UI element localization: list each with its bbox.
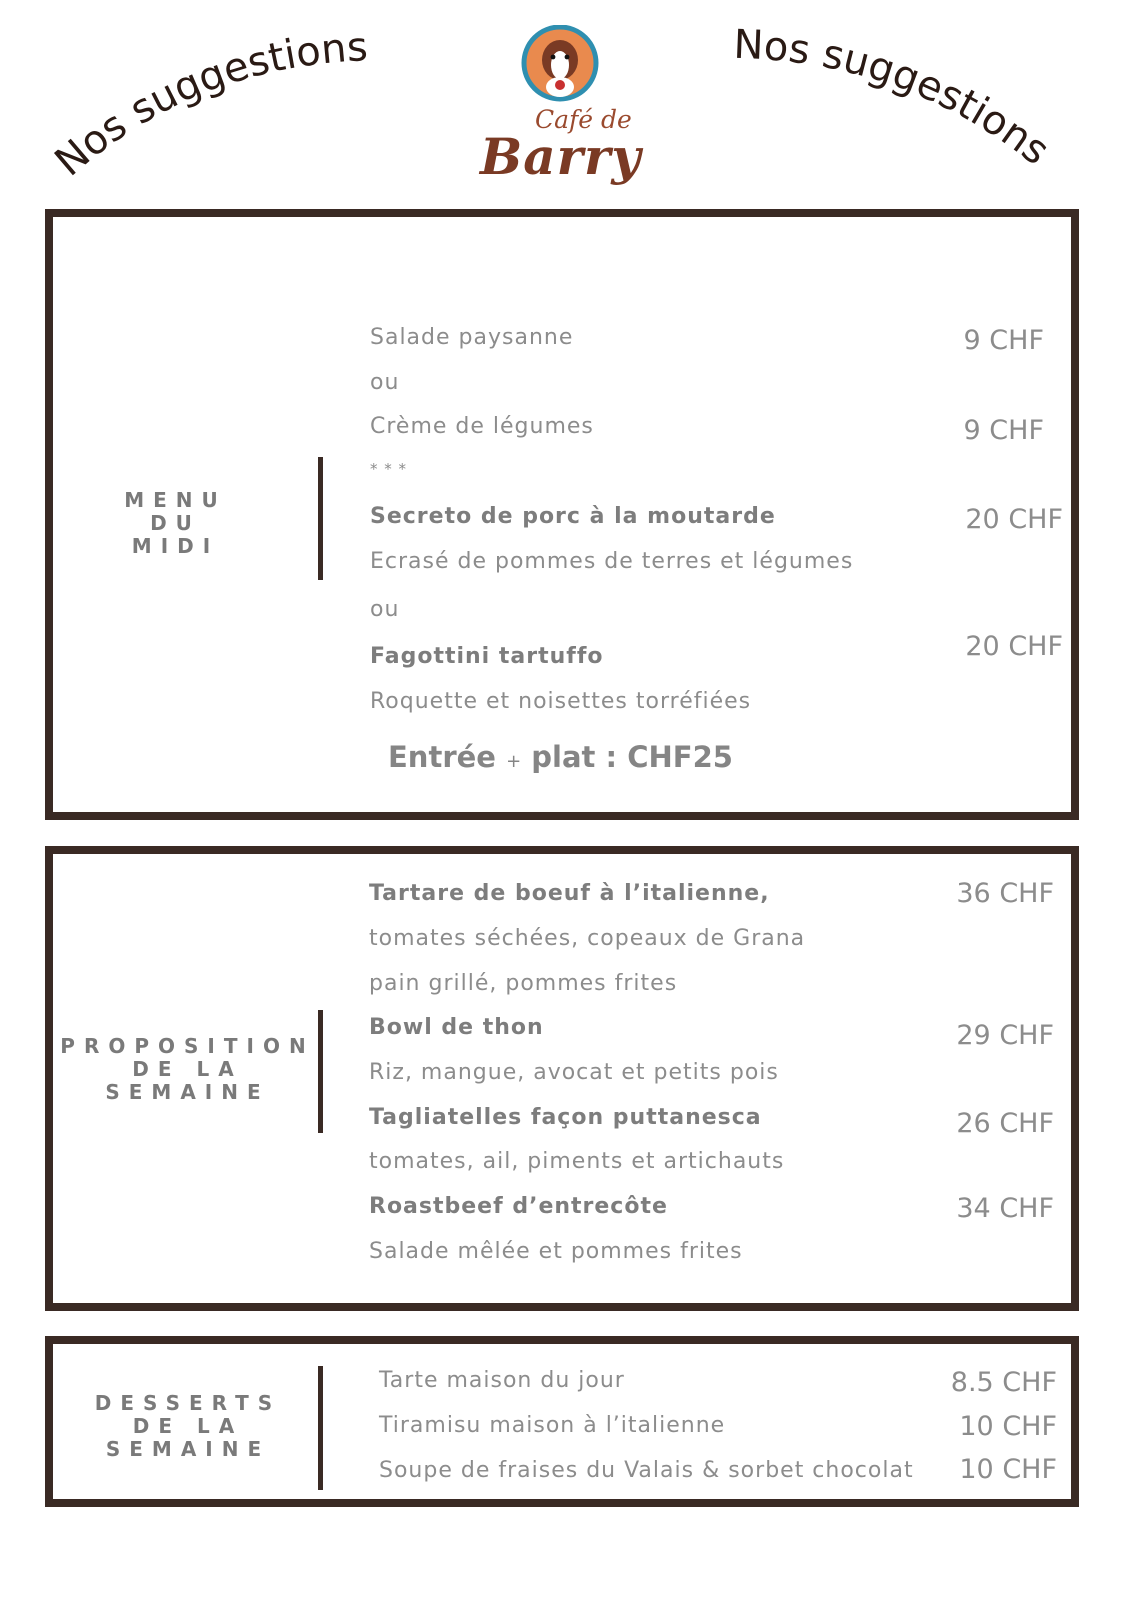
combo-price: Entrée + plat : CHF25 (388, 740, 733, 774)
menu-midi-divider (318, 457, 323, 580)
list-item: Tiramisu maison à l’italienne (379, 1413, 726, 1438)
desserts-label: DESSERTS DE LA SEMAINE (94, 1391, 282, 1461)
item-price: 26 CHF (956, 1108, 1054, 1139)
list-item: ou (370, 370, 400, 395)
proposition-panel (45, 846, 1079, 1311)
list-item: Tarte maison du jour (379, 1368, 625, 1393)
item-price: 9 CHF (963, 325, 1044, 356)
desserts-divider (318, 1366, 323, 1490)
proposition-label: PROPOSITION DE LA SEMAINE (60, 1034, 315, 1104)
list-item: Bowl de thon (369, 1015, 544, 1040)
item-price: 9 CHF (963, 415, 1044, 446)
list-item: Roastbeef d’entrecôte (369, 1194, 668, 1219)
item-price: 29 CHF (956, 1020, 1054, 1051)
logo-text-barry: Barry (480, 127, 642, 186)
list-item: Tartare de boeuf à l’italienne, (369, 881, 770, 906)
item-price: 36 CHF (956, 878, 1054, 909)
list-item: Riz, mangue, avocat et petits pois (369, 1060, 779, 1085)
menu-midi-label: MENU DU MIDI (124, 488, 227, 558)
item-price: 34 CHF (956, 1193, 1054, 1224)
list-item: Salade paysanne (370, 325, 574, 350)
logo-text-cafe-de: Café de (535, 105, 632, 134)
list-item: Roquette et noisettes torréfiées (370, 689, 752, 714)
svg-text:Nos suggestions: Nos suggestions (46, 24, 369, 186)
header-right-title (711, 0, 1131, 200)
svg-text:Nos suggestions: Nos suggestions (732, 21, 1058, 175)
separator-stars: * * * (370, 460, 408, 478)
list-item: Ecrasé de pommes de terres et légumes (370, 549, 854, 574)
item-price: 20 CHF (965, 504, 1063, 535)
menu-midi-panel (45, 209, 1079, 820)
item-price: 8.5 CHF (950, 1367, 1057, 1398)
cafe-de-barry-logo (480, 25, 660, 200)
proposition-divider (318, 1010, 323, 1133)
list-item: pain grillé, pommes frites (369, 971, 678, 996)
list-item: Soupe de fraises du Valais & sorbet chocolat (379, 1458, 914, 1483)
header-left-title (0, 0, 420, 200)
list-item: Tagliatelles façon puttanesca (369, 1105, 762, 1130)
list-item: tomates séchées, copeaux de Grana (369, 926, 806, 951)
list-item: Salade mêlée et pommes frites (369, 1239, 743, 1264)
item-price: 10 CHF (959, 1454, 1057, 1485)
list-item: tomates, ail, piments et artichauts (369, 1149, 785, 1174)
list-item: Fagottini tartuffo (370, 644, 604, 669)
list-item: Secreto de porc à la moutarde (370, 504, 776, 529)
list-item: Crème de légumes (370, 414, 594, 439)
item-price: 20 CHF (965, 631, 1063, 662)
list-item: ou (370, 597, 400, 622)
item-price: 10 CHF (959, 1411, 1057, 1442)
desserts-panel (45, 1336, 1079, 1507)
